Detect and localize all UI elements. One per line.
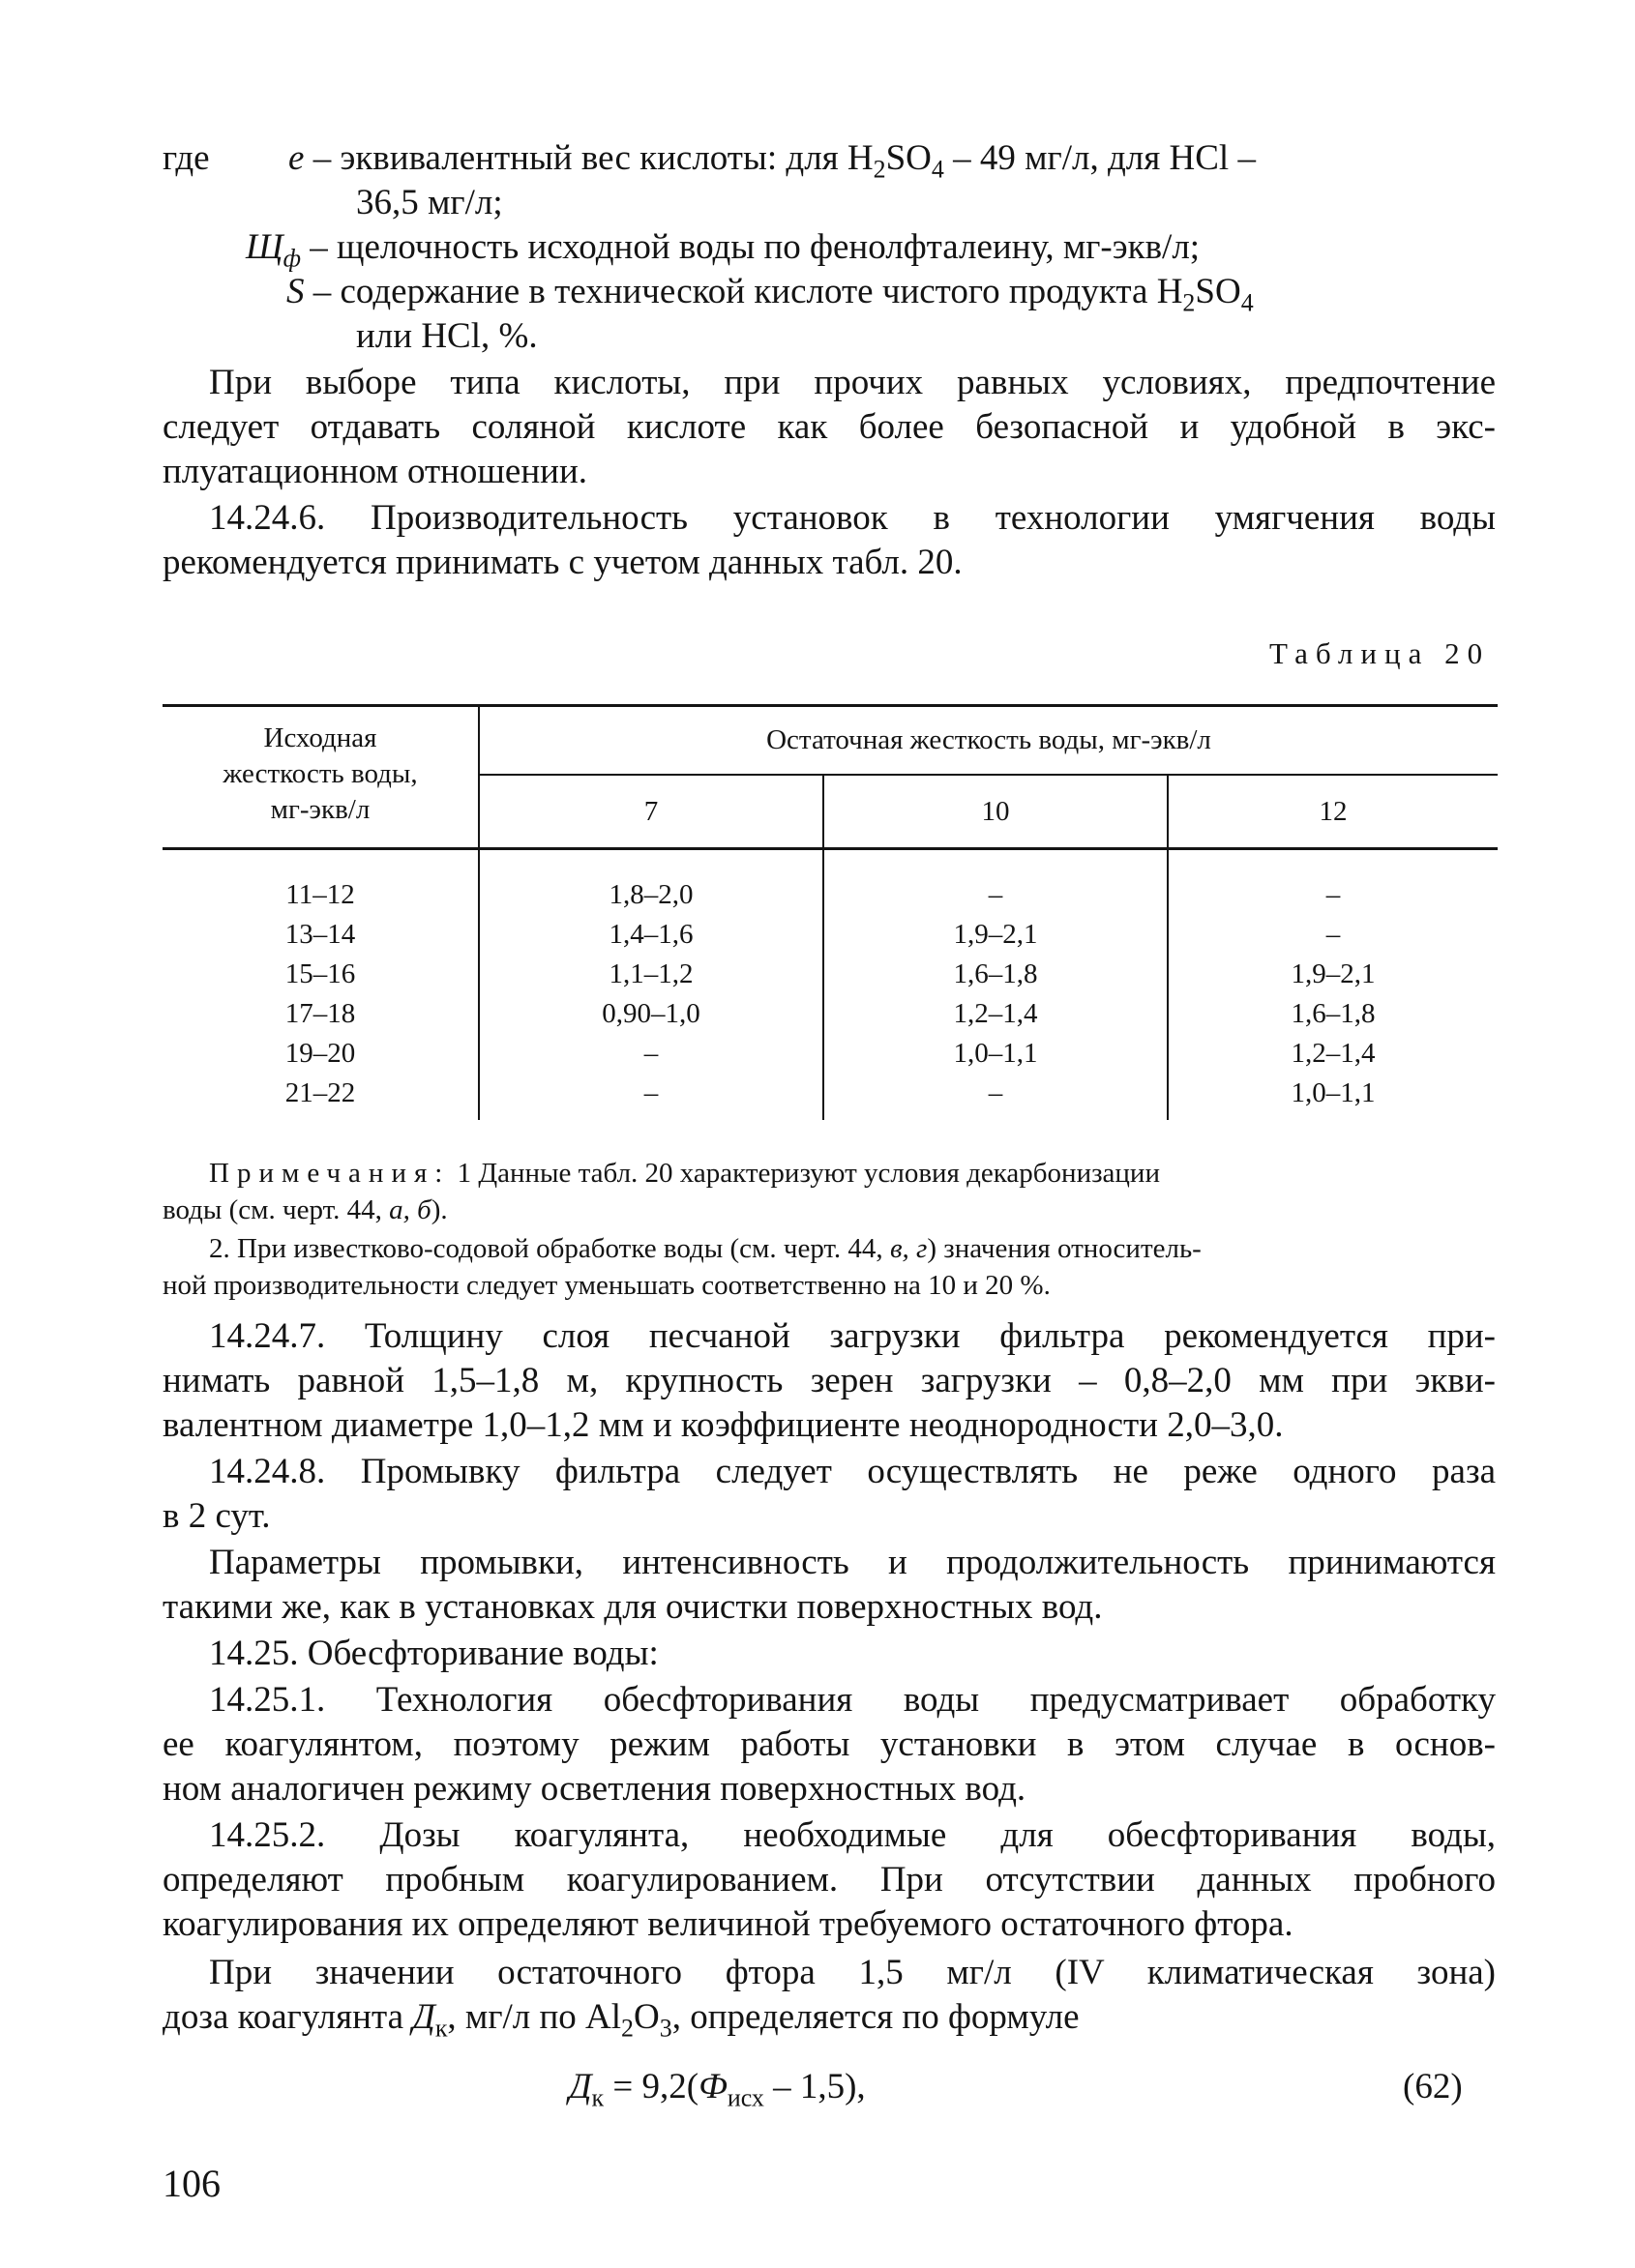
- paragraph-14-25-2-line2: определяют пробным коагулированием. При отсутствии данных пробного: [163, 1860, 1496, 1900]
- table-cell: 19–20: [284, 1038, 356, 1069]
- paragraph-14-25-1-line1: 14.25.1. Технология обесфторивания воды предусматривает обработку: [209, 1680, 1496, 1720]
- paragraph-acid-choice-line2: следует отдавать соляной кислоте как более безопасной и удобной в экс-: [163, 407, 1496, 447]
- paragraph-fluorine-line1: При значении остаточного фтора 1,5 мг/л (IV климатическая зона): [209, 1953, 1496, 1992]
- table-cell: –: [988, 1077, 1003, 1108]
- table-cell: –: [1325, 919, 1341, 950]
- definition-e-cont: 36,5 мг/л;: [356, 183, 503, 222]
- table-cell: 1,0–1,1: [953, 1038, 1038, 1069]
- paragraph-14-25-2-line1: 14.25.2. Дозы коагулянта, необходимые для обесфторивания воды,: [209, 1815, 1496, 1855]
- paragraph-acid-choice-line1: При выборе типа кислоты, при прочих равных условиях, предпочтение: [209, 363, 1496, 402]
- paragraph-parameters-line1: Параметры промывки, интенсивность и продолжительность принимаются: [209, 1543, 1496, 1582]
- table-header-rule: [163, 847, 1498, 850]
- row-header-line2: жесткость воды,: [223, 758, 418, 789]
- table-cell: –: [1325, 879, 1341, 910]
- paragraph-14-25-1-line2: ее коагулянтом, поэтому режим работы установки в этом случае в основ-: [163, 1724, 1496, 1764]
- formula-number: (62): [1403, 2067, 1463, 2106]
- table-top-rule: [163, 704, 1498, 707]
- table-cell: 1,9–2,1: [953, 919, 1038, 950]
- row-header-line3: мг-экв/л: [270, 794, 371, 825]
- table-cell: 1,6–1,8: [953, 958, 1038, 989]
- paragraph-14-25-2-line3: коагулирования их определяют величиной требуемого остаточного фтора.: [163, 1904, 1293, 1944]
- section-14-25-title: 14.25. Обесфторивание воды:: [209, 1634, 659, 1673]
- page-number: 106: [163, 2162, 221, 2205]
- table-cell: 11–12: [285, 879, 355, 910]
- table-cell: –: [643, 1077, 659, 1108]
- table-cell: 0,90–1,0: [602, 998, 700, 1029]
- definition-alkalinity: $Щ_ф$ – щелочность исходной воды по фенолфталеину, мг-экв/л;: [246, 227, 1201, 273]
- paragraph-14-24-7-line1: 14.24.7. Толщину слоя песчаной загрузки фильтра рекомендуется при-: [209, 1316, 1496, 1356]
- paragraph-14-24-6-line2: рекомендуется принимать с учетом данных табл. 20.: [163, 543, 963, 582]
- column-header-7: 7: [643, 796, 659, 827]
- table-cell: 1,2–1,4: [953, 998, 1038, 1029]
- table-cell: 13–14: [284, 919, 356, 950]
- paragraph-fluorine-line2: доза коагулянта $Д_к$, мг/л по $Al_2O_3$, определяется по формуле: [163, 1997, 1080, 2043]
- paragraph-14-24-8-line2: в 2 сут.: [163, 1496, 271, 1536]
- table-caption: Таблица 20: [1269, 636, 1491, 670]
- table-cell: –: [643, 1038, 659, 1069]
- table-group-rule: [480, 774, 1498, 776]
- notes-line4: ной производительности следует уменьшать соответственно на 10 и 20 %.: [163, 1270, 1051, 1301]
- paragraph-14-24-7-line3: валентном диаметре 1,0–1,2 мм и коэффициенте неоднородности 2,0–3,0.: [163, 1405, 1284, 1445]
- group-header: Остаточная жесткость воды, мг-экв/л: [766, 724, 1211, 755]
- formula-62: $Д_к = 9,2(Ф_{исх} - 1,5)$,: [569, 2067, 866, 2112]
- column-header-10: 10: [981, 796, 1010, 827]
- paragraph-14-24-8-line1: 14.24.8. Промывку фильтра следует осуществлять не реже одного раза: [209, 1452, 1496, 1491]
- paragraph-14-25-1-line3: ном аналогичен режиму осветления поверхностных вод.: [163, 1769, 1026, 1809]
- definition-s-cont: или HCl, %.: [356, 316, 538, 356]
- paragraph-parameters-line2: такими же, как в установках для очистки поверхностных вод.: [163, 1587, 1103, 1627]
- table-cell: 15–16: [284, 958, 356, 989]
- table-cell: 21–22: [284, 1077, 356, 1108]
- row-header-line1: Исходная: [263, 722, 377, 753]
- table-cell: 1,2–1,4: [1291, 1038, 1376, 1069]
- table-cell: 17–18: [284, 998, 356, 1029]
- paragraph-acid-choice-line3: плуатационном отношении.: [163, 452, 587, 491]
- table-cell: 1,0–1,1: [1291, 1077, 1376, 1108]
- notes-line1: Примечания: 1 Данные табл. 20 характеризуют условия декарбонизации: [209, 1158, 1160, 1189]
- column-header-12: 12: [1319, 796, 1348, 827]
- notes-line3: 2. При известково-содовой обработке воды (см. черт. 44, в, г) значения относитель-: [209, 1233, 1202, 1264]
- definition-e: e – эквивалентный вес кислоты: для $H_2SO_4 - 49$ мг/л, для HCl –: [288, 138, 1256, 184]
- table-cell: 1,9–2,1: [1291, 958, 1376, 989]
- notes-line2: воды (см. черт. 44, а, б).: [163, 1194, 448, 1225]
- paragraph-14-24-7-line2: нимать равной 1,5–1,8 м, крупность зерен загрузки – 0,8–2,0 мм при экви-: [163, 1361, 1496, 1400]
- table-cell: 1,6–1,8: [1291, 998, 1376, 1029]
- table-cell: 1,4–1,6: [609, 919, 694, 950]
- definition-s: S – содержание в технической кислоте чистого продукта $H_2SO_4$: [286, 272, 1254, 317]
- paragraph-14-24-6-line1: 14.24.6. Производительность установок в технологии умягчения воды: [209, 498, 1496, 538]
- where-label: где: [163, 138, 210, 178]
- table-cell: 1,1–1,2: [609, 958, 694, 989]
- table-cell: 1,8–2,0: [609, 879, 694, 910]
- table-cell: –: [988, 879, 1003, 910]
